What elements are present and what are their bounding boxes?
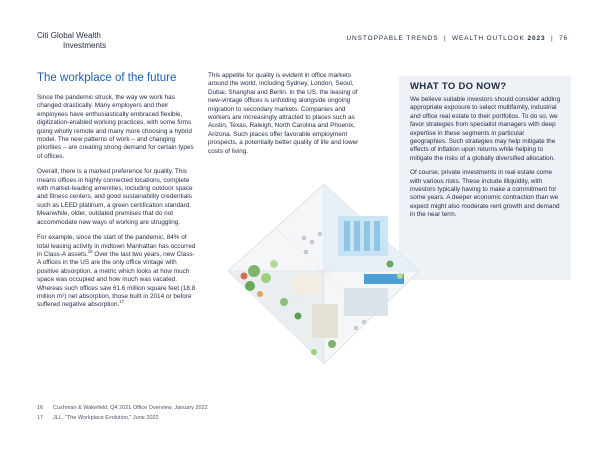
footnote-ref: 16 (87, 248, 93, 254)
callout-paragraph: We believe suitable investors should consider adding appropriate exposure to select multifamily, industrial and office real estate to their portfolios. To do so, we favor strategies from specialist managers with deep expertise in these segments in particular geographies. Such strategies may help mitigate the effects of inflation upon returns while helping to mitigate the risks of a globally diversified allocation. (410, 96, 561, 162)
page-number: 76 (558, 35, 568, 42)
paragraph-text: Over the last two years, new Class-A offices in the US are the only office vintage with positive absorption, a metric which looks at how much space was occupied and how much was vacated. Whereas such offices saw 61.6 million square feet (18.8 million m²) net absorption, those built in 2014 or before suffered negative absorption. (37, 250, 196, 309)
office-building-illustration (214, 176, 424, 376)
section-label: UNSTOPPABLE TRENDS (346, 35, 439, 42)
brand-sub: Investments (63, 41, 107, 50)
article-title: The workplace of the future (37, 72, 177, 84)
paragraph: Since the pandemic struck, the way we work has changed drastically. Many employers and their employees have enthusiastically embraced flexible, digitization-enabled working practices, with some firms going wholly remote and many more choosing a hybrid model. The new patterns of work – and changing priorities – are creating strong demand for certain types of offices. (37, 94, 194, 160)
what-to-do-now-callout (399, 76, 571, 280)
footnotes (37, 403, 357, 423)
footnote (37, 413, 357, 423)
footnote-text: Cushman & Wakefield, Q4 2021 Office Overview, January 2022 (53, 405, 208, 411)
footnote-text: JLL, "The Workplace Evolution," June 2022 (53, 415, 159, 421)
paragraph (37, 234, 197, 310)
footnote (37, 403, 357, 413)
header-separator-2: | (550, 35, 554, 42)
footnote-number: 17 (37, 415, 44, 421)
brand-name: Citi Global Wealth (37, 31, 101, 40)
footnote-number: 16 (37, 405, 44, 411)
publication-year: 2023 (527, 35, 546, 42)
footnote-ref: 17 (119, 299, 124, 305)
brand-logo (37, 31, 106, 51)
callout-body (410, 96, 562, 226)
paragraph-text: For example, since the start of the pandemic, 84% of total leasing activity in midtown Manhattan has occurred in Class-A assets. (37, 234, 196, 258)
header-separator: | (443, 35, 447, 42)
callout-paragraph: Of course, private investments in real estate come with various risks. These include illiquidity, with investors typically having to make a commitment for some years. A deeper economic contraction than we expect might also moderate rent growth and demand in the near term. (410, 169, 560, 219)
publication-label: WEALTH OUTLOOK (451, 35, 525, 42)
running-header (346, 35, 568, 42)
column-middle (208, 72, 366, 163)
paragraph: Overall, there is a marked preference for quality. This means offices in highly connected locations, complete with market-leading amenities, including outdoor space and fitness centers, and good sustainability credentials such as LEED platinum, a green certification standard. Meanwhile, older, outdated premises that do not accommodate new ways of working are struggling. (37, 168, 193, 226)
callout-heading: WHAT TO DO NOW? (410, 81, 507, 92)
paragraph: This appetite for quality is evident in office markets around the world, including Sydney, London, Seoul, Dubai, Shanghai and Berlin. In the US, the leasing of new-vintage offices is unfolding alongside ongoing migration to secondary markets. Companies and workers are increasingly attracted to places such as Austin, Texas, Raleigh, North Carolina and Phoenix, Arizona. Such places offer favorable employment prospects, a potentially better quality of life and lower costs of living. (208, 72, 359, 155)
column-left (37, 94, 197, 317)
